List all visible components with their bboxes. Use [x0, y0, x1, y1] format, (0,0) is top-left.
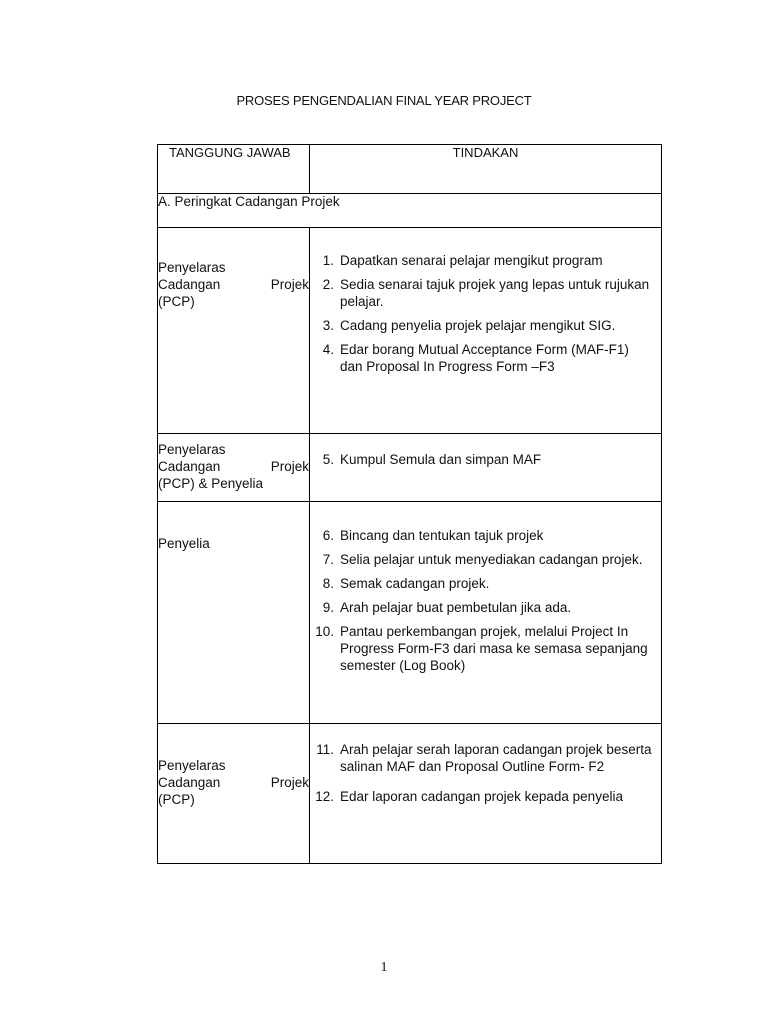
responsibility-line: Penyelia [158, 536, 210, 551]
responsibility-word: Projek [270, 277, 309, 292]
process-table [157, 144, 662, 864]
page-title: PROSES PENGENDALIAN FINAL YEAR PROJECT [236, 93, 532, 108]
section-row [158, 194, 662, 228]
item-number: 10. [315, 624, 334, 639]
action-list [310, 451, 661, 468]
list-item [322, 317, 653, 334]
item-number: 8. [322, 576, 334, 591]
responsibility-cell [158, 502, 310, 724]
item-number: 1. [322, 253, 334, 268]
item-text: Dapatkan senarai pelajar mengikut program [340, 253, 603, 268]
action-list [310, 741, 661, 805]
action-cell [310, 724, 662, 864]
item-number: 4. [322, 342, 334, 357]
action-cell [310, 434, 662, 502]
list-item [322, 276, 653, 310]
table-row [158, 724, 662, 864]
action-list [310, 527, 661, 674]
item-text: Arah pelajar buat pembetulan jika ada. [340, 600, 572, 615]
header-responsibility: TANGGUNG JAWAB [158, 145, 310, 194]
table-row [158, 434, 662, 502]
item-number: 2. [322, 277, 334, 292]
responsibility-word: Cadangan [158, 775, 221, 790]
list-item [322, 341, 653, 375]
item-number: 3. [322, 318, 334, 333]
item-text: Kumpul Semula dan simpan MAF [340, 452, 542, 467]
item-text: Pantau perkembangan projek, melalui Project In Progress Form-F3 dari masa ke semasa sepanjang semester (Log Book) [340, 624, 648, 673]
table-row [158, 502, 662, 724]
responsibility-line: Penyelaras [158, 758, 226, 773]
responsibility-line [158, 458, 309, 475]
responsibility-word: Cadangan [158, 277, 221, 292]
responsibility-line: (PCP) [158, 294, 195, 309]
header-action: TINDAKAN [310, 145, 662, 194]
responsibility-line [158, 774, 309, 791]
item-number: 5. [322, 452, 334, 467]
item-text: Edar borang Mutual Acceptance Form (MAF-F1) dan Proposal In Progress Form –F3 [340, 342, 629, 374]
table-row [158, 228, 662, 434]
list-item [322, 252, 653, 269]
list-item [322, 599, 653, 616]
page-number: 1 [380, 960, 388, 975]
responsibility-line: Penyelaras [158, 260, 226, 275]
list-item [322, 451, 653, 468]
responsibility-cell [158, 724, 310, 864]
responsibility-cell [158, 434, 310, 502]
list-item [322, 575, 653, 592]
list-item [322, 527, 653, 544]
list-item [315, 623, 653, 674]
responsibility-line: (PCP) & Penyelia [158, 476, 264, 491]
item-text: Edar laporan cadangan projek kepada penyelia [340, 789, 623, 804]
responsibility-word: Projek [270, 459, 309, 474]
responsibility-line: Penyelaras [158, 442, 226, 457]
responsibility-word: Cadangan [158, 459, 221, 474]
item-text: Sedia senarai tajuk projek yang lepas untuk rujukan pelajar. [340, 277, 650, 309]
item-text: Arah pelajar serah laporan cadangan projek beserta salinan MAF dan Proposal Outline Form- F2 [340, 742, 652, 774]
item-number: 9. [322, 600, 334, 615]
item-number: 6. [322, 528, 334, 543]
item-number: 12. [315, 789, 334, 804]
list-item [322, 551, 653, 568]
section-title: A. Peringkat Cadangan Projek [158, 194, 662, 228]
item-number: 7. [322, 552, 334, 567]
action-cell [310, 502, 662, 724]
action-cell [310, 228, 662, 434]
list-item [316, 741, 653, 775]
item-text: Bincang dan tentukan tajuk projek [340, 528, 544, 543]
item-number: 11. [316, 742, 334, 757]
item-text: Selia pelajar untuk menyediakan cadangan projek. [340, 552, 643, 567]
responsibility-word: Projek [270, 775, 309, 790]
action-list [310, 252, 661, 375]
item-text: Cadang penyelia projek pelajar mengikut SIG. [340, 318, 616, 333]
responsibility-cell [158, 228, 310, 434]
responsibility-line [158, 276, 309, 293]
item-text: Semak cadangan projek. [340, 576, 490, 591]
responsibility-line: (PCP) [158, 792, 195, 807]
list-item [315, 788, 653, 805]
table-header-row [158, 145, 662, 194]
